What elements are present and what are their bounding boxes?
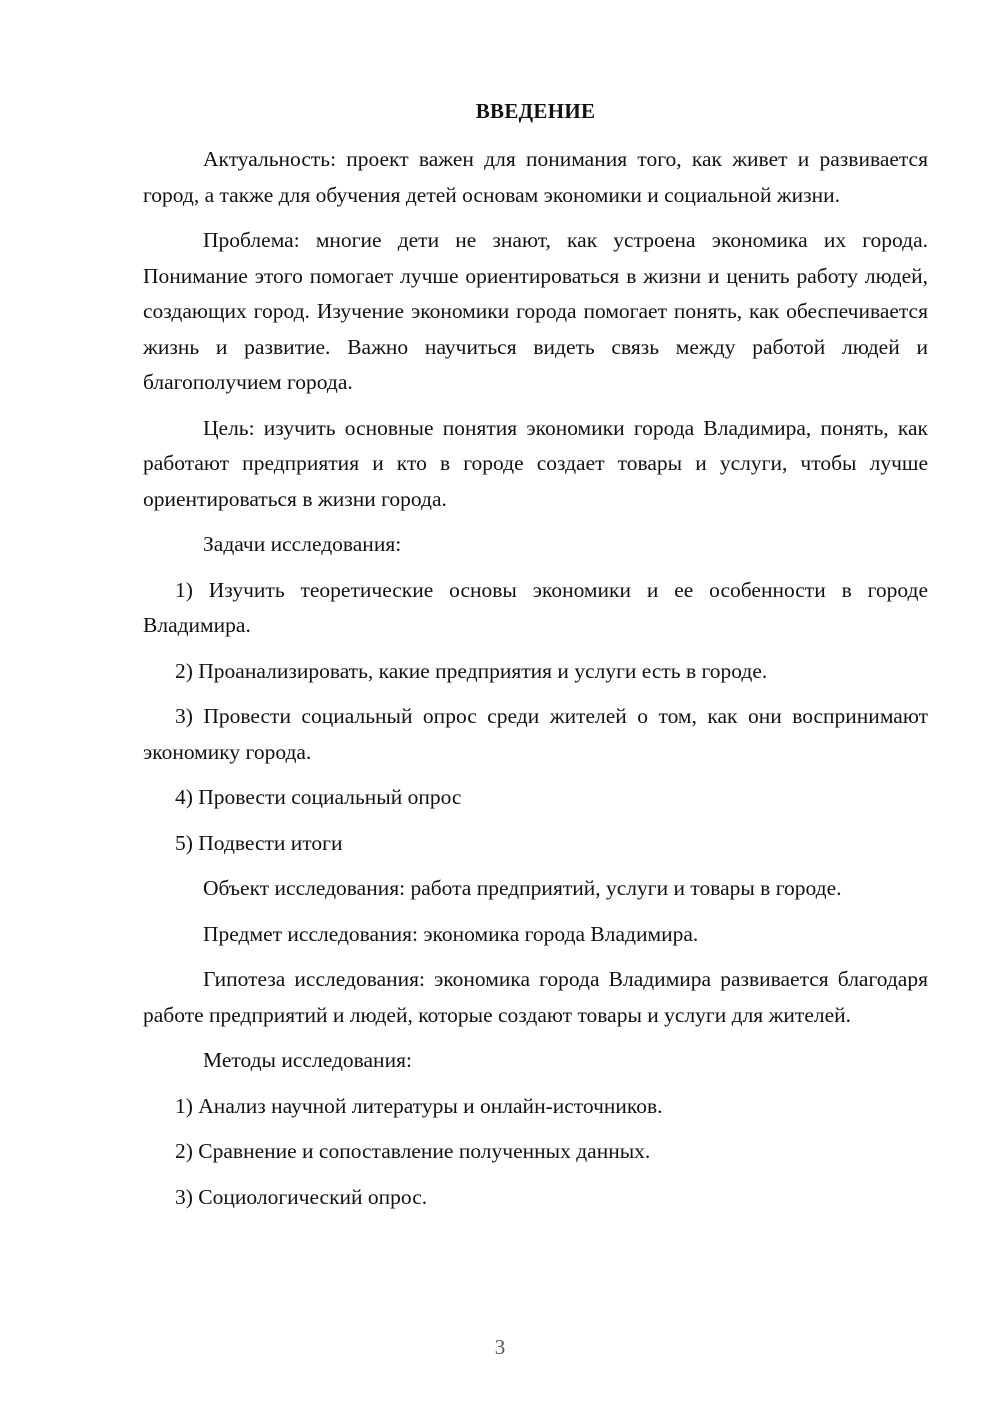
paragraph-hypothesis: Гипотеза исследования: экономика города Владимира развивается благодаря работе предприятий и людей, которые создают товары и услуги для жителей. xyxy=(143,967,928,1027)
document-page xyxy=(143,96,928,1225)
task-item: 2) Проанализировать, какие предприятия и услуги есть в городе. xyxy=(175,658,768,683)
page-number: 3 xyxy=(494,1335,506,1359)
task-item: 4) Провести социальный опрос xyxy=(175,785,462,809)
paragraph-tasks-heading: Задачи исследования: xyxy=(203,532,402,556)
page-title: ВВЕДЕНИЕ xyxy=(475,99,596,123)
method-item: 3) Социологический опрос. xyxy=(175,1184,428,1209)
method-item: 2) Сравнение и сопоставление полученных данных. xyxy=(175,1139,651,1163)
task-item: 1) Изучить теоретические основы экономики и ее особенности в городе Владимира. xyxy=(143,577,928,637)
task-item: 3) Провести социальный опрос среди жителей о том, как они воспринимают экономику города. xyxy=(143,704,928,764)
paragraph-goal: Цель: изучить основные понятия экономики города Владимира, понять, как работают предприятия и кто в городе создает товары и услуги, чтобы лучше ориентироваться в жизни города. xyxy=(143,415,928,511)
paragraph-problem: Проблема: многие дети не знают, как устроена экономика их города. Понимание этого помогает лучше ориентироваться в жизни и ценить работу людей, создающих город. Изучение экономики города помогает понять, как обеспечивается жизнь и развитие. Важно научиться видеть связь между работой людей и благополучием города. xyxy=(143,228,928,394)
task-item: 5) Подвести итоги xyxy=(175,830,343,855)
paragraph-subject: Предмет исследования: экономика города Владимира. xyxy=(203,921,699,946)
paragraph-object: Объект исследования: работа предприятий, услуги и товары в городе. xyxy=(203,876,842,900)
paragraph-relevance: Актуальность: проект важен для понимания того, как живет и развивается город, а также для обучения детей основам экономики и социальной жизни. xyxy=(143,147,928,207)
method-item: 1) Анализ научной литературы и онлайн-источников. xyxy=(175,1093,663,1118)
paragraph-methods-heading: Методы исследования: xyxy=(203,1048,412,1072)
